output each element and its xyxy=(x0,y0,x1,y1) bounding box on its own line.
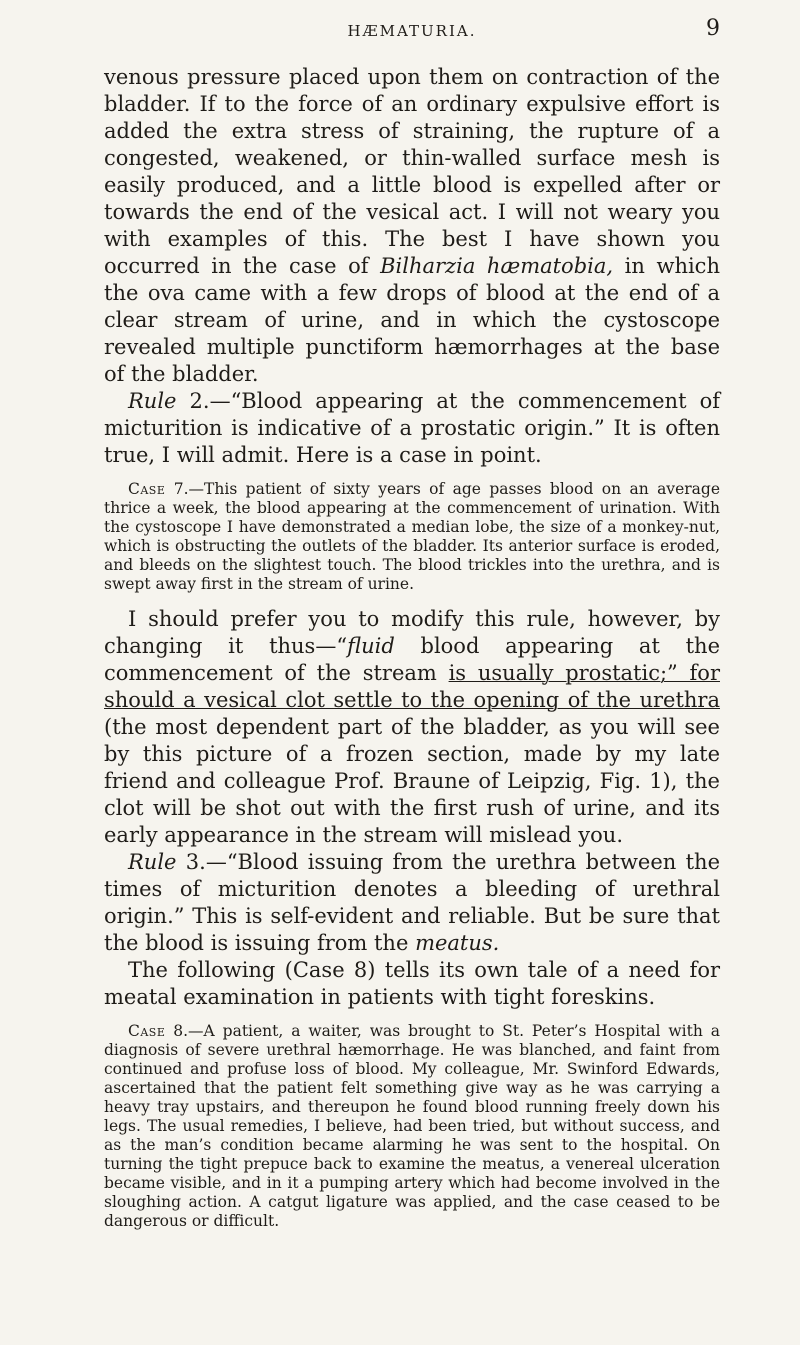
case-7-block xyxy=(104,480,720,594)
rule-label: Rule xyxy=(128,850,177,874)
case-8-paragraph: Case 8.—A patient, a waiter, was brought to St. Peter’s Hospital with a diagnosis of severe urethral hæmorrhage. He was blanched, and faint from continued and profuse loss of blood. My colleague, Mr. Swinford Edwards, ascertained that the patient felt something give way as he was carrying a heavy tray upstairs, and thereupon he found blood running freely down his legs. The usual remedies, I believe, had been tried, but without success, and as the man’s condition became alarming he was sent to the hospital. On turning the tight prepuce back to examine the meatus, a venereal ulceration became visible, and in it a pumping artery which had become involved in the sloughing action. A catgut ligature was applied, and the case ceased to be dangerous or difficult. xyxy=(104,1022,720,1230)
case-label: Case xyxy=(128,480,166,498)
body-text-continued xyxy=(104,606,720,1011)
paragraph-3: I should prefer you to modify this rule, however, by changing it thus—“fluid blood appearing at the commencement of the stream is usually prostatic;” for should a vesical clot settle to the opening of the urethra (the most dependent part of the bladder, as you will see by this picture of a frozen section, made by my late friend and colleague Prof. Braune of Leipzig, Fig. 1), the clot will be shot out with the first rush of urine, and its early appearance in the stream will mislead you. xyxy=(104,607,720,847)
page-number: 9 xyxy=(706,16,720,41)
paragraph-rule-3: Rule 3.—“Blood issuing from the urethra between the times of micturition denotes a bleeding of urethral origin.” This is self-evident and reliable. But be sure that the blood is issuing from the meatus. xyxy=(104,850,720,955)
italic-term: fluid xyxy=(347,634,395,658)
paragraph-5: The following (Case 8) tells its own tale of a need for meatal examination in patients with tight foreskins. xyxy=(104,958,720,1009)
case-7-paragraph: Case 7.—This patient of sixty years of age passes blood on an average thrice a week, the blood appearing at the commencement of urination. With the cystoscope I have demonstrated a median lobe, the size of a monkey-nut, which is obstructing the outlets of the bladder. Its anterior surface is eroded, and bleeds on the slightest touch. The blood trickles into the urethra, and is swept away first in the stream of urine. xyxy=(104,480,720,593)
paragraph-rule-2: Rule 2.—“Blood appearing at the commencement of micturition is indicative of a prostatic origin.” It is often true, I will admit. Here is a case in point. xyxy=(104,389,720,467)
italic-term: Bilharzia hæmatobia, xyxy=(380,254,614,278)
case-label: Case xyxy=(128,1022,166,1040)
running-head: HÆMATURIA. xyxy=(347,22,477,40)
underlined-text: is usually prostatic;” for should a vesical clot settle to the opening of the urethra xyxy=(104,661,720,712)
body-text xyxy=(104,64,720,469)
rule-label: Rule xyxy=(128,389,177,413)
paragraph-1: venous pressure placed upon them on contraction of the bladder. If to the force of an ordinary expulsive effort is added the extra stress of straining, the rupture of a congested, weakened, or thin-walled surface mesh is easily produced, and a little blood is expelled after or towards the end of the vesical act. I will not weary you with examples of this. The best I have shown you occurred in the case of Bilharzia hæmatobia, in which the ova came with a few drops of blood at the end of a clear stream of urine, and in which the cystoscope revealed multiple punctiform hæmorrhages at the base of the bladder. xyxy=(104,65,720,386)
page-header xyxy=(104,16,720,48)
italic-term: meatus. xyxy=(415,931,500,955)
case-8-block xyxy=(104,1022,720,1231)
